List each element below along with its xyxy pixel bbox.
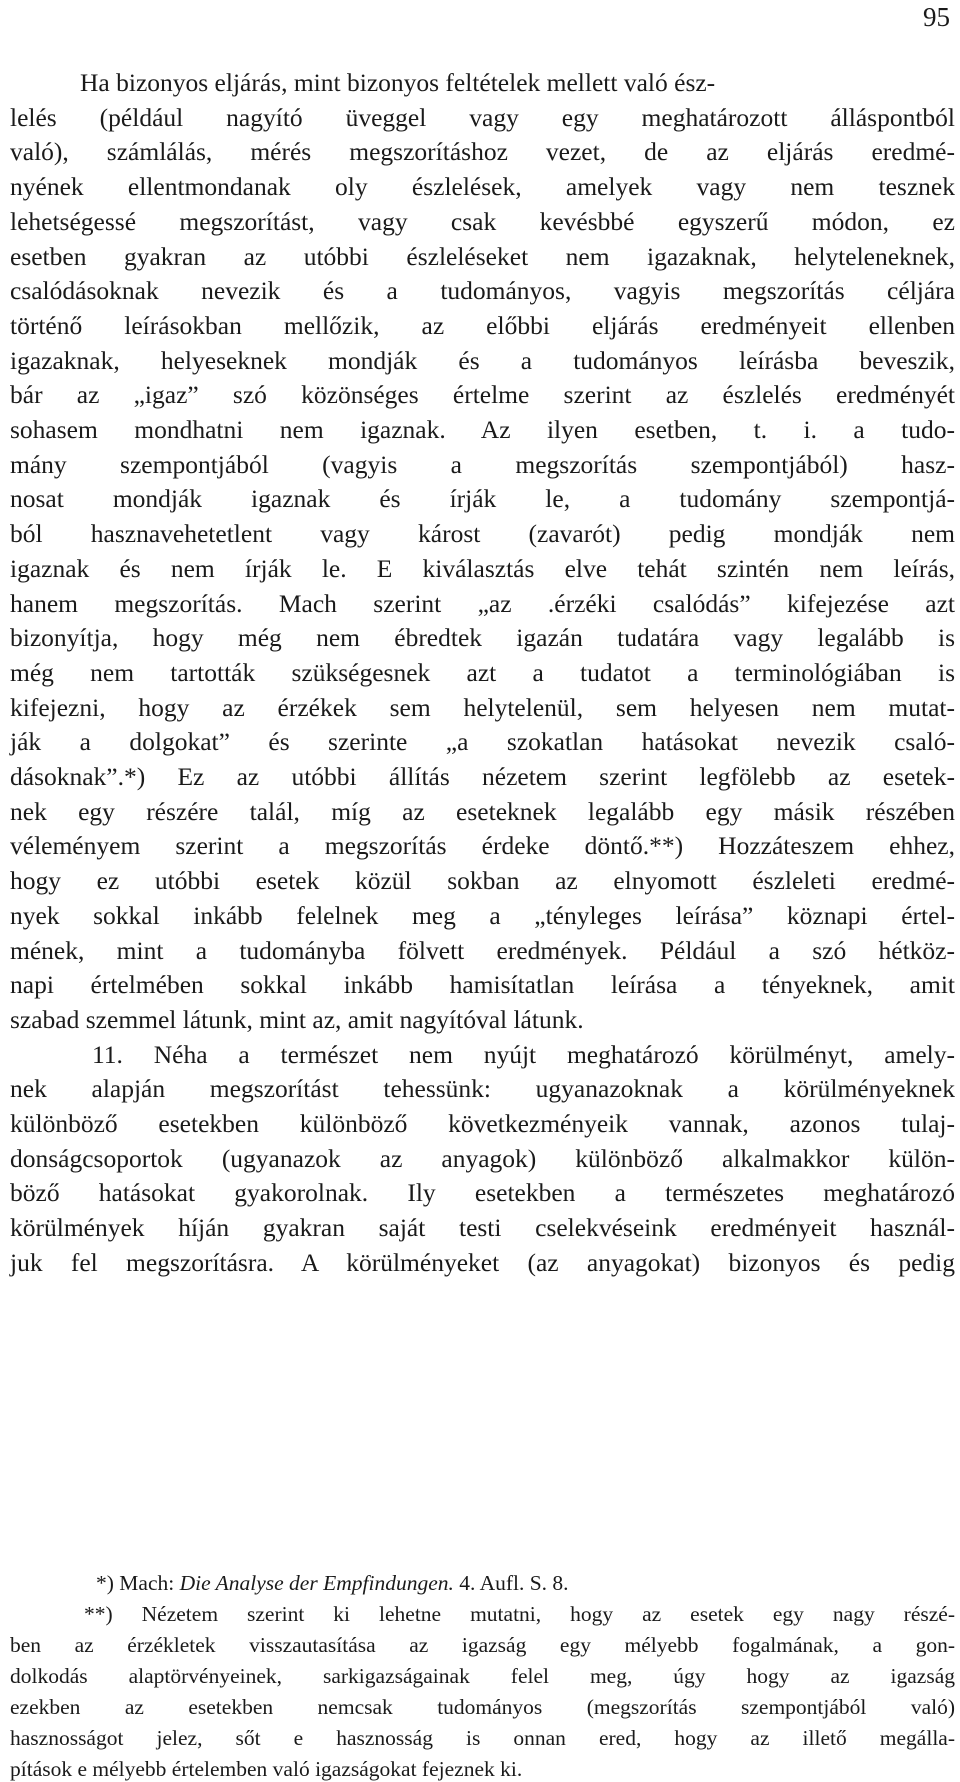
text-line: esetben gyakran az utóbbi észleléseket nem igazaknak, helyteleneknek,	[10, 241, 955, 271]
text-line: bizonyítja, hogy még nem ébredtek igazán tudatára vagy legalább is	[10, 623, 955, 653]
text-line: nosat mondják igaznak és írják le, a tudomány szempontjá-	[10, 484, 955, 514]
footnote-2-line: **) Nézetem szerint ki lehetne mutatni, hogy az esetek egy nagy részé-	[84, 1602, 955, 1626]
footnote-2-line: dolkodás alaptörvényeinek, sarkigazságainak felel meg, úgy hogy az igazság	[10, 1664, 955, 1688]
footnote-2-line: pítások e mélyebb értelemben való igazságokat fejeznek ki.	[10, 1757, 523, 1781]
text-line: 11. Néha a természet nem nyújt meghatározó körülményt, amely-	[92, 1039, 955, 1069]
text-line: körülmények híján gyakran saját testi cselekvéseink eredményeit használ-	[10, 1213, 955, 1243]
footnote-1-title: Die Analyse der Empfindungen.	[179, 1571, 454, 1595]
text-line: ják a dolgokat” és szerinte „a szokatlan hatásokat nevezik csaló-	[10, 727, 955, 757]
footnote-2-line: ben az érzékletek visszautasítása az igazság egy mélyebb fogalmának, a gon-	[10, 1633, 955, 1657]
text-line: mének, mint a tudományba fölvett eredmények. Például a szó hétköz-	[10, 935, 955, 965]
text-line: igaznak és nem írják le. E kiválasztás elve tehát szintén nem leírás,	[10, 553, 955, 583]
text-line: való), számlálás, mérés megszorításhoz vezet, de az eljárás eredmé-	[10, 137, 955, 167]
text-line: nek alapján megszorítást tehessünk: ugyanazoknak a körülményeknek	[10, 1074, 955, 1104]
text-line: juk fel megszorításra. A körülményeket (az anyagokat) bizonyos és pedig	[10, 1247, 955, 1277]
text-line: nyek sokkal inkább felelnek meg a „tényleges leírása” köznapi értel-	[10, 900, 955, 930]
footnote-2-line: hasznosságot jelez, sőt e hasznosság is onnan ered, hogy az illető megálla-	[10, 1726, 955, 1750]
text-line: bár az „igaz” szó közönséges értelme szerint az észlelés eredményét	[10, 380, 955, 410]
text-line: donságcsoportok (ugyanazok az anyagok) különböző alkalmakkor külön-	[10, 1143, 955, 1173]
text-line: nek egy részére talál, míg az eseteknek legalább egy másik részében	[10, 796, 955, 826]
text-line: ból hasznavehetetlent vagy károst (zavarót) pedig mondják nem	[10, 519, 955, 549]
text-line: nyének ellentmondanak oly észlelések, amelyek vagy nem tesznek	[10, 172, 955, 202]
text-line: még nem tartották szükségesnek azt a tudatot a terminológiában is	[10, 657, 955, 687]
page-number: 95	[923, 2, 950, 32]
text-line: hanem megszorítás. Mach szerint „az .érzéki csalódás” kifejezése azt	[10, 588, 955, 618]
text-line: hogy ez utóbbi esetek közül sokban az elnyomott észleleti eredmé-	[10, 866, 955, 896]
footnote-2-line: ezekben az esetekben nemcsak tudományos (megszorítás szempontjából való)	[10, 1695, 955, 1719]
text-line: csalódásoknak nevezik és a tudományos, vagyis megszorítás céljára	[10, 276, 955, 306]
text-line: sohasem mondhatni nem igaznak. Az ilyen esetben, t. i. a tudo-	[10, 415, 955, 444]
text-line: különböző esetekben különböző következményeik vannak, azonos tulaj-	[10, 1109, 955, 1138]
text-line: szabad szemmel látunk, mint az, amit nagyítóval látunk.	[10, 1004, 584, 1034]
text-line: lelés (például nagyító üveggel vagy egy meghatározott álláspontból	[10, 102, 955, 132]
text-line: igazaknak, helyeseknek mondják és a tudományos leírásba beveszik,	[10, 345, 955, 375]
text-line: Ha bizonyos eljárás, mint bizonyos feltételek mellett való ész-	[80, 68, 716, 97]
text-line: mány szempontjából (vagyis a megszorítás szempontjából) hasz-	[10, 449, 955, 479]
footnote-1-prefix: *) Mach:	[96, 1571, 180, 1595]
text-line: böző hatásokat gyakorolnak. Ily esetekben a természetes meghatározó	[10, 1178, 955, 1208]
text-line: napi értelmében sokkal inkább hamisítatlan leírása a tényeknek, amit	[10, 970, 955, 1000]
text-line: dásoknak”.*) Ez az utóbbi állítás nézetem szerint legfölebb az esetek-	[10, 762, 955, 791]
text-line: kifejezni, hogy az érzékek sem helytelenül, sem helyesen nem mutat-	[10, 692, 955, 722]
text-line: lehetségessé megszorítást, vagy csak kevésbbé egyszerű módon, ez	[10, 206, 955, 236]
footnote-1	[96, 1570, 569, 1596]
footnote-1-suffix: 4. Aufl. S. 8.	[453, 1571, 569, 1595]
text-line: történő leírásokban mellőzik, az előbbi eljárás eredményeit ellenben	[10, 310, 955, 340]
text-line: véleményem szerint a megszorítás érdeke döntő.**) Hozzáteszem ehhez,	[10, 831, 955, 861]
